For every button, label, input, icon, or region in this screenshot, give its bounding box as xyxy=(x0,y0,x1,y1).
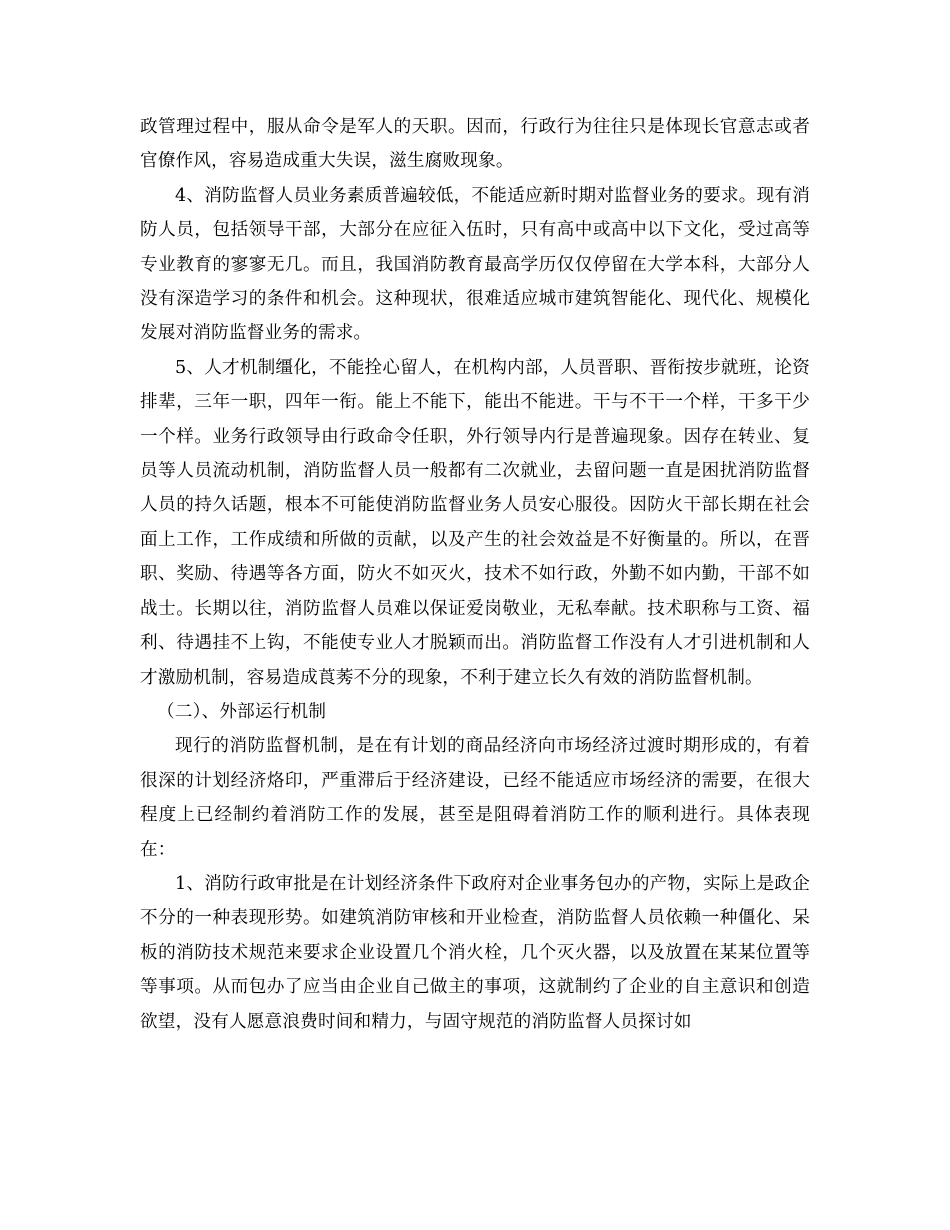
paragraph-item-5: 5、人才机制缰化，不能拴心留人，在机构内部，人员晋职、晋衔按步就班，论资排辈，三年一职，四年一衔。能上不能下，能出不能进。干与不干一个样，干多干少一个样。业务行政领导由行政命令任职，外行领导内行是普遍现象。因存在转业、复员等人员流动机制，消防监督人员一般都有二次就业，去留问题一直是困扰消防监督人员的持久话题，根本不可能使消防监督业务人员安心服役。因防火干部长期在社会面上工作，工作成绩和所做的贡献，以及产生的社会效益是不好衡量的。所以，在晋职、奖励、待遇等各方面，防火不如灭火，技术不如行政，外勤不如内勤，干部不如战士。长期以往，消防监督人员难以保证爱岗敬业，无私奉献。技术职称与工资、福利、待遇挂不上钩，不能使专业人才脱颖而出。消防监督工作没有人才引进机制和人才激励机制，容易造成莨莠不分的现象，不利于建立长久有效的消防监督机制。 xyxy=(140,357,810,688)
paragraph-external-intro: 现行的消防监督机制，是在有计划的商品经济向市场经济过渡时期形成的，有着很深的计划经济烙印，严重滞后于经济建设，已经不能适应市场经济的需要，在很大程度上已经制约着消防工作的发展，甚至是阻碍着消防工作的顺利进行。具体表现在： xyxy=(140,736,810,860)
paragraph-item-4: 4、消防监督人员业务素质普遍较低，不能适应新时期对监督业务的要求。现有消防人员，包括领导干部，大部分在应征入伍时，只有高中或高中以下文化，受过高等专业教育的寥寥无几。而且，我国消防教育最高学历仅仅停留在大学本科，大部分人没有深造学习的条件和机会。这种现状，很难适应城市建筑智能化、现代化、规模化发展对消防监督业务的需求。 xyxy=(140,185,810,344)
document-page xyxy=(140,110,810,1039)
paragraph-continuation: 政管理过程中，服从命令是军人的天职。因而，行政行为往往只是体现长官意志或者官僚作风，容易造成重大失误，滋生腐败现象。 xyxy=(140,117,810,172)
paragraph-external-item-1: 1、消防行政审批是在计划经济条件下政府对企业事务包办的产物，实际上是政企不分的一种表现形势。如建筑消防审核和开业检查，消防监督人员依赖一种僵化、呆板的消防技术规范来要求企业设置几个消火栓，几个灭火器，以及放置在某某位置等等事项。从而包办了应当由企业自己做主的事项，这就制约了企业的自主意识和创造欲望，没有人愿意浪费时间和精力，与固守规范的消防监督人员探讨如 xyxy=(140,873,810,1032)
section-subheading: （二）、外部运行机制 xyxy=(157,701,327,722)
